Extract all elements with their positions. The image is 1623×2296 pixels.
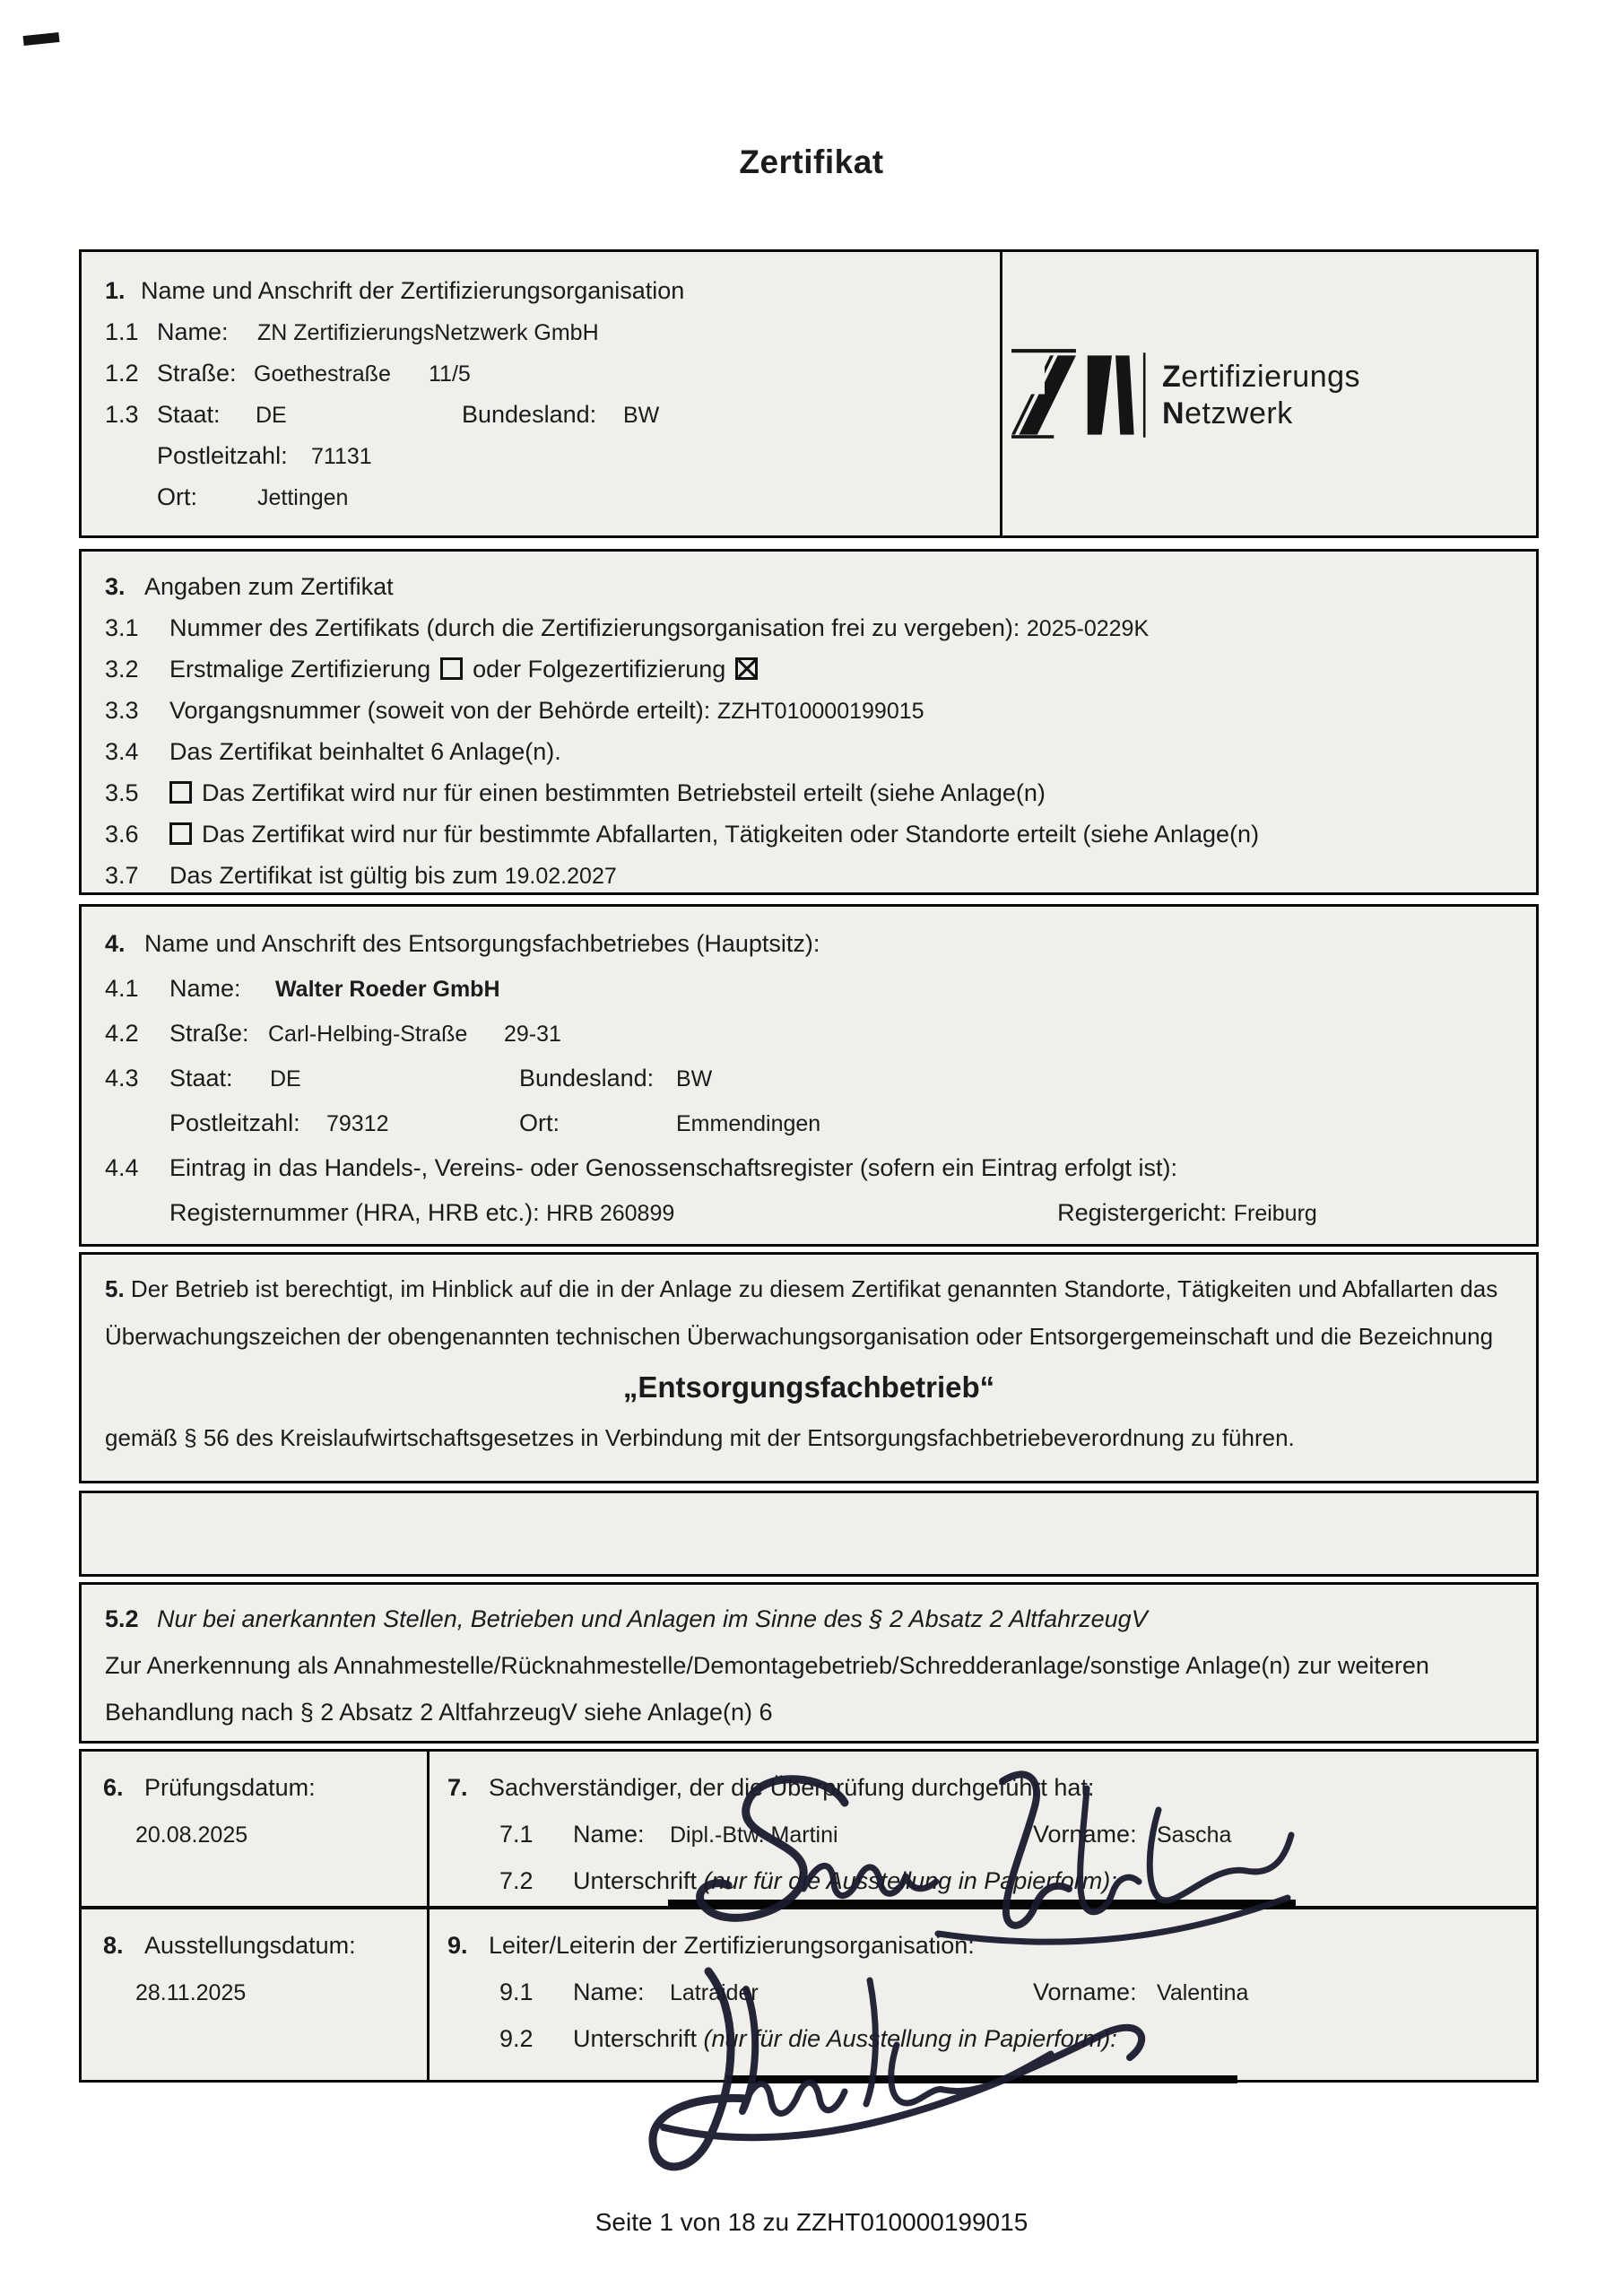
org-street-value: Goethestraße: [254, 361, 391, 387]
pruefungsdatum-value: 20.08.2025: [135, 1822, 248, 1848]
empty-box: [79, 1491, 1539, 1577]
register-court-value: Freiburg: [1233, 1201, 1317, 1226]
ausstellungsdatum-cell: 8. Ausstellungsdatum: 28.11.2025: [82, 1909, 430, 2083]
company-state-value: BW: [676, 1066, 713, 1091]
field-row: Postleitzahl: 71131: [157, 442, 372, 469]
entsorgungsfachbetrieb-headline: „Entsorgungsfachbetrieb“: [622, 1370, 995, 1404]
field-row: 4.2 Straße: Carl-Helbing-Straße 29-31: [105, 1011, 1513, 1056]
page-footer: Seite 1 von 18 zu ZZHT010000199015: [595, 2208, 1028, 2236]
field-row: 3.7 Das Zertifikat ist gültig bis zum 19.02.2027: [105, 862, 617, 889]
section-1-box: [79, 249, 1539, 538]
org-zip-value: 71131: [311, 444, 372, 469]
org-country-value: DE: [256, 403, 287, 428]
zn-logo: [1011, 349, 1360, 441]
checkbox-abfallarten: [169, 822, 192, 845]
field-row: Postleitzahl: 79312 Ort: Emmendingen: [105, 1100, 1513, 1145]
leiter-cell: 9. Leiter/Leiterin der Zertifizierungsorganisation: 9.1 Name: Latraider Vorname: Valentina 9.2 Unterschrift (nur für die Ausstellung in Papierform):: [447, 1932, 1249, 2052]
section-1-content: [82, 252, 1002, 535]
section-5-2-box: [79, 1582, 1539, 1744]
field-row: 3.3 Vorgangsnummer (soweit von der Behörde erteilt): ZZHT010000199015: [105, 697, 924, 724]
leiter-name-value: Latraider: [670, 1980, 759, 2005]
certificate-number-value: 2025-0229K: [1026, 616, 1150, 641]
field-row: 1.2 Straße: Goethestraße 11/5: [105, 352, 1000, 394]
field-row: 3.1 Nummer des Zertifikats (durch die Zertifizierungsorganisation frei zu vergeben): 2025-0229K: [105, 614, 1150, 641]
company-zip-value: 79312: [326, 1111, 389, 1136]
field-row: 1.3 Staat: DE Bundesland: BW: [105, 394, 1000, 435]
field-row: Registernummer (HRA, HRB etc.): HRB 260899 Registergericht: Freiburg: [105, 1190, 1513, 1235]
field-row: 3.5 Das Zertifikat wird nur für einen bestimmten Betriebsteil erteilt (siehe Anlage(n): [105, 779, 1046, 806]
company-street-no-value: 29-31: [504, 1022, 561, 1047]
sachverstaendiger-cell: 7. Sachverständiger, der die Überprüfung durchgeführt hat: 7.1 Name: Dipl.-Btw. Martini Vorname: Sascha 7.2 Unterschrift (nur für die Ausstellung in Papierform):: [447, 1774, 1232, 1894]
section-5-2-heading: 5.2 Nur bei anerkannten Stellen, Betrieben und Anlagen im Sinne des § 2 Absatz 2 AltfahrzeugV: [105, 1605, 1148, 1632]
scan-bar: [668, 1900, 1296, 1908]
company-city-value: Emmendingen: [676, 1111, 821, 1136]
org-city-value: Jettingen: [257, 485, 349, 510]
org-street-no-value: 11/5: [429, 361, 471, 387]
zn-logo-wordmark: Zertifizierungs Netzwerk: [1162, 359, 1361, 430]
logo-cell: [1002, 252, 1536, 535]
field-row: 4.3 Staat: DE Bundesland: BW: [105, 1056, 1513, 1100]
field-row: Ort: Jettingen: [157, 483, 349, 510]
sachverstaendiger-vorname-value: Sascha: [1157, 1822, 1232, 1848]
section-1-heading: 1. Name und Anschrift der Zertifizierungsorganisation: [105, 270, 1000, 311]
field-row: 3.4 Das Zertifikat beinhaltet 6 Anlage(n).: [105, 738, 561, 765]
checkbox-betriebsteil: [169, 781, 192, 804]
valid-until-value: 19.02.2027: [504, 864, 617, 889]
org-name-value: ZN ZertifizierungsNetzwerk GmbH: [257, 320, 599, 345]
row-8-9: [82, 1909, 1536, 2083]
field-row: 1.1 Name: ZN ZertifizierungsNetzwerk GmbH: [105, 318, 599, 345]
section-3-box: [79, 549, 1539, 895]
field-row: 3.2 Erstmalige Zertifizierung oder Folgezertifizierung: [105, 648, 1513, 690]
section-5-closing: gemäß § 56 des Kreislaufwirtschaftsgesetzes in Verbindung mit der Entsorgungsfachbetriebeverordnung zu führen.: [105, 1424, 1295, 1451]
leiter-vorname-value: Valentina: [1157, 1980, 1249, 2005]
field-row: 3.6 Das Zertifikat wird nur für bestimmte Abfallarten, Tätigkeiten oder Standorte erteilt (siehe Anlage(n): [105, 821, 1260, 848]
section-3-heading: 3. Angaben zum Zertifikat: [105, 573, 394, 600]
section-5-2-text: Zur Anerkennung als Annahmestelle/Rücknahmestelle/Demontagebetrieb/Schredderanlage/sonstige Anlage(n) zur weiteren Behandlung nach § 2 Absatz 2 AltfahrzeugV siehe Anlage(n) 6: [105, 1652, 1429, 1726]
section-4-box: [79, 904, 1539, 1247]
ausstellungsdatum-value: 28.11.2025: [135, 1980, 247, 2005]
section-number: 1.: [105, 277, 126, 304]
checkbox-erstmalige-zertifizierung: [440, 657, 463, 680]
company-street-value: Carl-Helbing-Straße: [268, 1022, 468, 1047]
register-number-value: HRB 260899: [546, 1201, 675, 1226]
org-state-value: BW: [623, 403, 660, 428]
section-4-heading: 4. Name und Anschrift des Entsorgungsfachbetriebes (Hauptsitz):: [105, 930, 820, 957]
row-6-7: [82, 1752, 1536, 1909]
company-name-value: Walter Roeder GmbH: [275, 977, 500, 1002]
pruefungsdatum-cell: 6. Prüfungsdatum: 20.08.2025: [82, 1752, 430, 1906]
signature-table: [79, 1749, 1539, 2083]
process-number-value: ZZHT010000199015: [716, 699, 924, 724]
page-title: Zertifikat: [739, 144, 884, 180]
company-country-value: DE: [270, 1066, 301, 1091]
section-5-paragraph: 5. Der Betrieb ist berechtigt, im Hinblick auf die in der Anlage zu diesem Zertifikat genannten Standorte, Tätigkeiten und Abfallarten das Überwachungszeichen der obengenannten technischen Überwachungsorganisation oder Entsorgergemeinschaft und die Bezeichnung: [105, 1275, 1498, 1350]
scan-bar: [726, 2075, 1237, 2083]
sachverstaendiger-name-value: Dipl.-Btw. Martini: [670, 1822, 838, 1848]
zn-logo-mark-icon: [1011, 349, 1146, 441]
section-5-box: [79, 1252, 1539, 1483]
checkbox-folgezertifizierung: [735, 657, 758, 680]
scan-artifact: [23, 32, 60, 46]
field-row: 4.1 Name: Walter Roeder GmbH: [105, 975, 500, 1002]
field-row: 4.4 Eintrag in das Handels-, Vereins- oder Genossenschaftsregister (sofern ein Eintrag erfolgt ist):: [105, 1154, 1178, 1181]
